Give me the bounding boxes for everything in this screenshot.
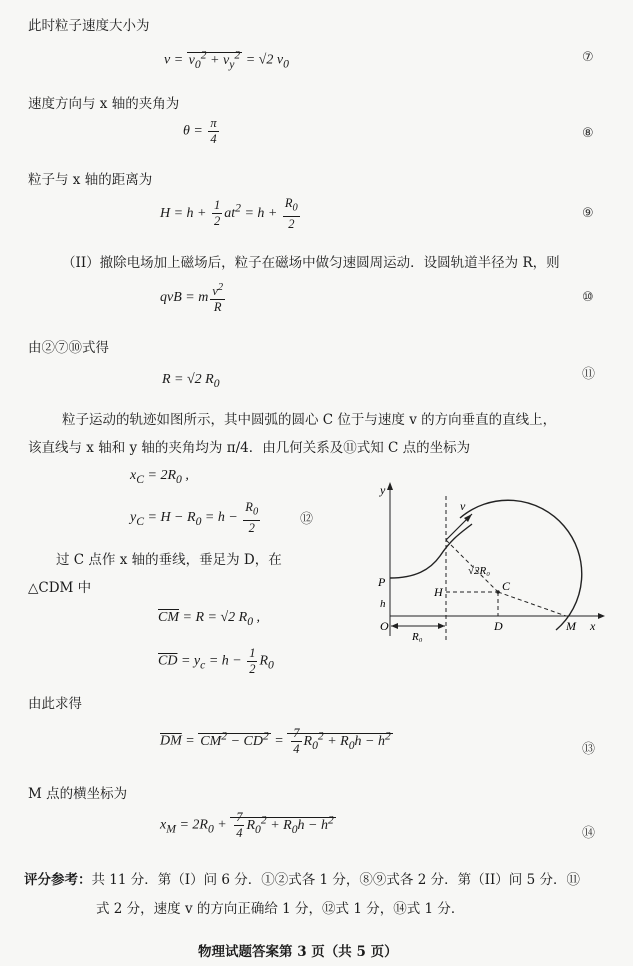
h-upper-label: H <box>434 585 443 599</box>
text-line-derive: 由②⑦⑩式得 <box>28 340 109 356</box>
scoring-line-2: 式 2 分，速度 v 的方向正确给 1 分，⑫式 1 分，⑭式 1 分． <box>96 901 465 917</box>
page-footer: 物理试题答案第 3 页（共 5 页） <box>198 944 398 960</box>
text-line-part-two: （II）撤除电场加上磁场后，粒子在磁场中做匀速圆周运动．设圆轨道半径为 R，则 <box>62 255 560 271</box>
equation-cm: $\overline{CM} = R = √2$ $R_0$ , <box>158 610 261 628</box>
equation-number-11: ⑪ <box>582 367 596 382</box>
point-m-label: M <box>566 619 576 633</box>
text-line-distance: 粒子与 x 轴的距离为 <box>28 172 153 188</box>
text-line-trajectory: 粒子运动的轨迹如图所示，其中圆弧的圆心 C 位于与速度 v 的方向垂直的直线上， <box>62 412 557 428</box>
scoring-line-1 <box>24 868 580 888</box>
equation-number-7: ⑦ <box>582 50 594 65</box>
equation-8: θ = $\frac{\pi}{4}$ <box>183 116 217 146</box>
equation-number-12: ⑫ <box>300 512 314 527</box>
equation-number-10: ⑩ <box>582 290 594 305</box>
center-c-label: C <box>502 579 511 593</box>
h-label: h <box>380 598 386 610</box>
equation-cd: $\overline{CD} = y_c = h$ − $\frac{1}{2}$ $R_0$ <box>158 646 274 676</box>
point-p-label: P <box>378 575 386 589</box>
text-line-speed-magnitude: 此时粒子速度大小为 <box>28 18 150 34</box>
equation-13: $\overline{DM} = \overline{CM}^2 - \overline{CD}^2$ = $\frac{7}{4}$ $R_0^2 + R_0h - h^2$ <box>160 726 391 756</box>
text-line-result: 由此求得 <box>28 696 82 712</box>
equation-number-8: ⑧ <box>582 126 594 141</box>
r0-label: R₀ <box>412 631 423 643</box>
equation-number-9: ⑨ <box>582 206 594 221</box>
text-line-velocity-angle: 速度方向与 x 轴的夹角为 <box>28 96 180 112</box>
x-axis-label: x <box>590 619 596 633</box>
point-d-label: D <box>494 619 503 633</box>
text-line-geometry: 该直线与 x 轴和 y 轴的夹角均为 π/4．由几何关系及⑪式知 C 点的坐标为 <box>28 440 471 456</box>
equation-number-14: ⑭ <box>582 826 596 841</box>
equation-7: $v = v_0^2 + v_y^2 = √2$ $v_0$ <box>164 48 289 71</box>
origin-label: O <box>380 619 389 633</box>
y-axis-label: y <box>380 483 386 497</box>
scoring-label: 评分参考： <box>24 872 92 888</box>
equation-12a: $x_C = 2R_0$ , <box>130 468 189 486</box>
text-line-perpendicular: 过 C 点作 x 轴的垂线，垂足为 D，在 <box>56 552 282 568</box>
equation-10: qvB = m $\frac{v^2}{R}$ <box>160 282 224 315</box>
trajectory-diagram <box>360 478 610 646</box>
scoring-text-1: 共 11 分．第（I）问 6 分．①②式各 1 分，⑧⑨式各 2 分．第（II）问 5 分．⑪ <box>91 872 580 888</box>
text-line-m-abscissa: M 点的横坐标为 <box>28 786 128 802</box>
equation-11: R = √2 $R_0$ <box>162 372 220 390</box>
equation-12b: $y_C = H - R_0 = h$ − $\frac{R_0}{2}$ <box>130 500 259 535</box>
text-line-triangle: △CDM 中 <box>28 580 92 596</box>
velocity-label: v <box>460 499 466 513</box>
equation-14: $x_M = 2R_0$ + $\frac{7}{4}$ $R_0^2 + R_0h - h^2$ <box>160 810 334 840</box>
equation-9: H = h + $\frac{1}{2}$ $at^2 = h$ + $\frac{R_0}{2}$ <box>160 196 298 231</box>
radius-label: √2R₀ <box>468 565 491 577</box>
equation-number-13: ⑬ <box>582 742 596 757</box>
